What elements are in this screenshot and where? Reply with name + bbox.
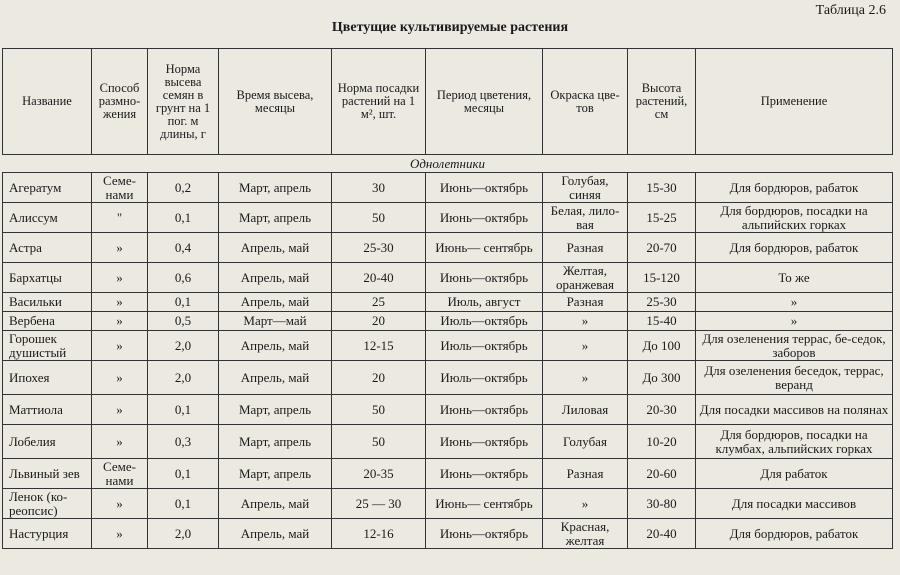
cell-method: Семе-нами (92, 459, 148, 489)
cell-name: Вербена (3, 312, 92, 331)
cell-seed: 2,0 (148, 361, 219, 395)
cell-plant: 50 (332, 203, 426, 233)
cell-color: Белая, лило-вая (543, 203, 628, 233)
cell-plant: 50 (332, 395, 426, 425)
cell-name: Астра (3, 233, 92, 263)
cell-method: » (92, 425, 148, 459)
cell-name: Львиный зев (3, 459, 92, 489)
cell-usage: Для посадки массивов на полянах (696, 395, 893, 425)
cell-color: Голубая, синяя (543, 173, 628, 203)
cell-color: Разная (543, 233, 628, 263)
cell-seed: 0,5 (148, 312, 219, 331)
cell-bloom: Июнь—октябрь (426, 173, 543, 203)
cell-name: Горошек душистый (3, 331, 92, 361)
table-row (3, 203, 893, 233)
cell-plant: 20-35 (332, 459, 426, 489)
cell-bloom: Июнь—октябрь (426, 519, 543, 549)
cell-bloom: Июль—октябрь (426, 331, 543, 361)
cell-sow: Апрель, май (219, 331, 332, 361)
cell-method: » (92, 361, 148, 395)
cell-color: » (543, 489, 628, 519)
cell-method: » (92, 263, 148, 293)
cell-height: До 100 (628, 331, 696, 361)
cell-sow: Апрель, май (219, 489, 332, 519)
cell-plant: 12-16 (332, 519, 426, 549)
cell-sow: Март—май (219, 312, 332, 331)
cell-sow: Март, апрель (219, 203, 332, 233)
table-row (3, 173, 893, 203)
cell-height: 15-120 (628, 263, 696, 293)
cell-usage: Для бордюров, посадки на альпийских горках (696, 203, 893, 233)
cell-seed: 2,0 (148, 519, 219, 549)
cell-usage: Для бордюров, посадки на клумбах, альпийских горках (696, 425, 893, 459)
cell-height: 20-60 (628, 459, 696, 489)
table-title: Цветущие культивируемые растения (331, 20, 569, 35)
cell-color: Разная (543, 293, 628, 312)
cell-sow: Апрель, май (219, 293, 332, 312)
cell-bloom: Июль—октябрь (426, 312, 543, 331)
cell-height: 20-70 (628, 233, 696, 263)
cell-bloom: Июнь—октябрь (426, 395, 543, 425)
cell-sow: Март, апрель (219, 425, 332, 459)
cell-plant: 50 (332, 425, 426, 459)
cell-sow: Апрель, май (219, 519, 332, 549)
cell-sow: Апрель, май (219, 233, 332, 263)
cell-plant: 30 (332, 173, 426, 203)
col-header-height: Высота растений, см (628, 49, 696, 155)
col-header-sow-time: Время высева, месяцы (219, 49, 332, 155)
cell-usage: Для рабаток (696, 459, 893, 489)
cell-seed: 0,2 (148, 173, 219, 203)
cell-sow: Март, апрель (219, 395, 332, 425)
cell-plant: 25 — 30 (332, 489, 426, 519)
cell-usage: Для бордюров, рабаток (696, 519, 893, 549)
cell-seed: 0,1 (148, 395, 219, 425)
cell-color: » (543, 312, 628, 331)
cell-seed: 0,4 (148, 233, 219, 263)
cell-name: Агератум (3, 173, 92, 203)
plants-table (2, 48, 893, 549)
cell-plant: 25 (332, 293, 426, 312)
cell-seed: 2,0 (148, 331, 219, 361)
header-row (3, 49, 893, 155)
cell-height: 30-80 (628, 489, 696, 519)
table-row (3, 233, 893, 263)
cell-seed: 0,6 (148, 263, 219, 293)
col-header-usage: Применение (696, 49, 893, 155)
cell-bloom: Июнь—октябрь (426, 263, 543, 293)
cell-color: » (543, 361, 628, 395)
cell-color: Красная, желтая (543, 519, 628, 549)
cell-sow: Апрель, май (219, 361, 332, 395)
cell-seed: 0,1 (148, 489, 219, 519)
cell-bloom: Июнь—октябрь (426, 425, 543, 459)
cell-name: Ленок (ко-реопсис) (3, 489, 92, 519)
cell-usage: Для бордюров, рабаток (696, 233, 893, 263)
cell-method: " (92, 203, 148, 233)
cell-usage: Для озеленения террас, бе-седок, заборов (696, 331, 893, 361)
cell-height: 15-25 (628, 203, 696, 233)
cell-plant: 20 (332, 312, 426, 331)
table-row (3, 263, 893, 293)
cell-height: 15-30 (628, 173, 696, 203)
cell-seed: 0,1 (148, 293, 219, 312)
cell-usage: Для бордюров, рабаток (696, 173, 893, 203)
cell-seed: 0,1 (148, 203, 219, 233)
cell-color: » (543, 331, 628, 361)
cell-method: » (92, 395, 148, 425)
cell-height: До 300 (628, 361, 696, 395)
table-row (3, 312, 893, 331)
table-row (3, 425, 893, 459)
cell-name: Ипохея (3, 361, 92, 395)
cell-color: Разная (543, 459, 628, 489)
cell-sow: Апрель, май (219, 263, 332, 293)
cell-method: » (92, 233, 148, 263)
cell-plant: 20 (332, 361, 426, 395)
cell-name: Бархатцы (3, 263, 92, 293)
cell-bloom: Июнь—октябрь (426, 203, 543, 233)
cell-plant: 20-40 (332, 263, 426, 293)
table-row (3, 395, 893, 425)
table-row (3, 331, 893, 361)
col-header-seed-rate: Норма высева семян в грунт на 1 пог. м длины, г (148, 49, 219, 155)
section-label: Однолетники (3, 155, 893, 173)
table-caption: Таблица 2.6 (815, 3, 886, 18)
cell-method: » (92, 293, 148, 312)
cell-name: Маттиола (3, 395, 92, 425)
col-header-bloom: Период цветения, месяцы (426, 49, 543, 155)
cell-bloom: Июнь— сентябрь (426, 233, 543, 263)
cell-color: Лиловая (543, 395, 628, 425)
cell-usage: Для посадки массивов (696, 489, 893, 519)
col-header-color: Окраска цве-тов (543, 49, 628, 155)
cell-seed: 0,1 (148, 459, 219, 489)
cell-sow: Март, апрель (219, 459, 332, 489)
section-row (3, 155, 893, 173)
cell-method: » (92, 519, 148, 549)
cell-plant: 25-30 (332, 233, 426, 263)
cell-bloom: Июль—октябрь (426, 361, 543, 395)
cell-name: Лобелия (3, 425, 92, 459)
cell-method: » (92, 489, 148, 519)
table-row (3, 293, 893, 312)
cell-height: 20-40 (628, 519, 696, 549)
cell-method: » (92, 331, 148, 361)
col-header-plant-rate: Норма посадки растений на 1 м², шт. (332, 49, 426, 155)
cell-color: Желтая, оранжевая (543, 263, 628, 293)
cell-seed: 0,3 (148, 425, 219, 459)
cell-bloom: Июнь— сентябрь (426, 489, 543, 519)
table-row (3, 519, 893, 549)
table-row (3, 459, 893, 489)
cell-name: Васильки (3, 293, 92, 312)
cell-plant: 12-15 (332, 331, 426, 361)
col-header-name: Название (3, 49, 92, 155)
cell-height: 10-20 (628, 425, 696, 459)
cell-bloom: Июль, август (426, 293, 543, 312)
cell-name: Настурция (3, 519, 92, 549)
cell-usage: Для озеленения беседок, террас, веранд (696, 361, 893, 395)
cell-sow: Март, апрель (219, 173, 332, 203)
cell-usage: » (696, 312, 893, 331)
cell-name: Алиссум (3, 203, 92, 233)
col-header-method: Способ размно-жения (92, 49, 148, 155)
cell-height: 25-30 (628, 293, 696, 312)
cell-bloom: Июнь—октябрь (426, 459, 543, 489)
cell-color: Голубая (543, 425, 628, 459)
cell-height: 20-30 (628, 395, 696, 425)
cell-height: 15-40 (628, 312, 696, 331)
cell-method: Семе-нами (92, 173, 148, 203)
table-row (3, 361, 893, 395)
cell-usage: То же (696, 263, 893, 293)
table-row (3, 489, 893, 519)
cell-usage: » (696, 293, 893, 312)
cell-method: » (92, 312, 148, 331)
